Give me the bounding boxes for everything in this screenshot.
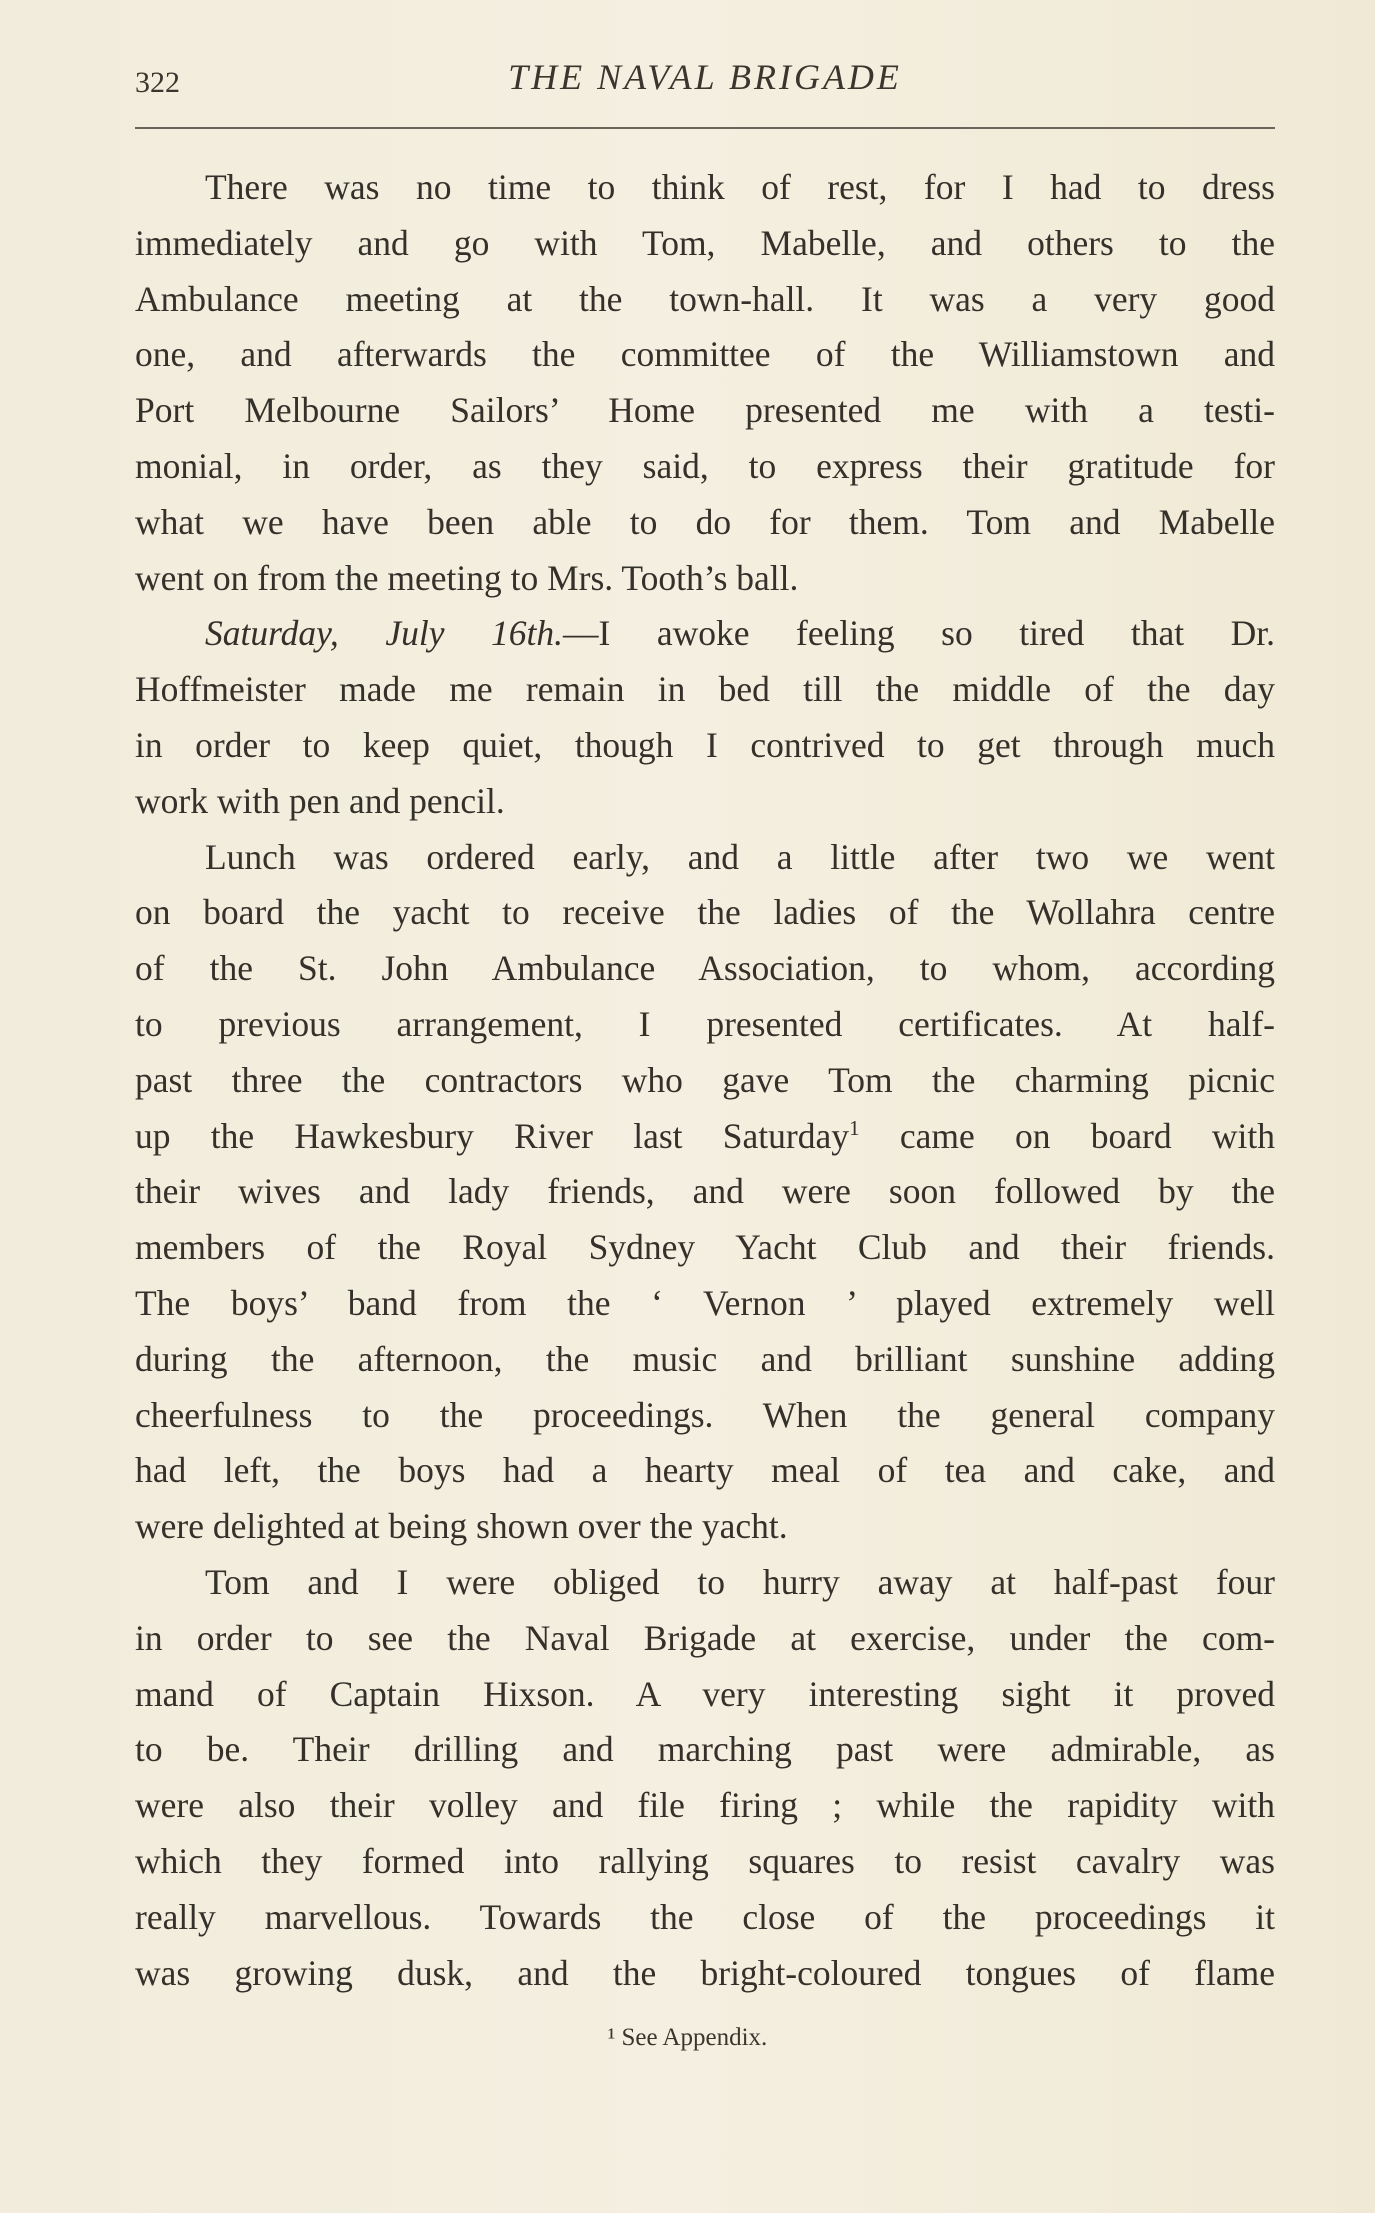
page-header xyxy=(135,52,1275,102)
running-title: THE NAVAL BRIGADE xyxy=(508,57,902,97)
text-line: There was no time to think of rest, for I had to dress xyxy=(205,167,1275,207)
text-line: Ambulance meeting at the town-hall. It was a very good xyxy=(135,278,1275,319)
text-line: of the St. John Ambulance Association, to whom, according xyxy=(135,948,1275,989)
body-text xyxy=(135,160,1275,2001)
text-line: which they formed into rallying squares to resist cavalry was xyxy=(135,1840,1275,1881)
text-line: Hoffmeister made me remain in bed till the middle of the day xyxy=(135,669,1275,710)
text-line: to previous arrangement, I presented certificates. At half- xyxy=(135,1003,1275,1044)
footnote-reference: 1 xyxy=(848,1115,860,1140)
text-line: were also their volley and file firing ; while the rapidity with xyxy=(135,1785,1275,1826)
text-line-with-footnote-ref xyxy=(135,1109,1275,1165)
text-line: on board the yacht to receive the ladies of the Wollahra centre xyxy=(135,892,1275,933)
text-line: mand of Captain Hixson. A very interesting sight it proved xyxy=(135,1673,1275,1714)
dateline: Saturday, July 16th. xyxy=(205,613,563,654)
text-line: one, and afterwards the committee of the Williamstown and xyxy=(135,334,1275,375)
text-line: had left, the boys had a hearty meal of tea and cake, and xyxy=(135,1450,1275,1491)
text-line: The boys’ band from the ‘ Vernon ’ played extremely well xyxy=(135,1282,1275,1323)
footnote: ¹ See Appendix. xyxy=(607,2024,768,2051)
text-line: Port Melbourne Sailors’ Home presented me with a testi- xyxy=(135,390,1275,431)
text-line: in order to keep quiet, though I contrived to get through much xyxy=(135,724,1275,765)
text-line: monial, in order, as they said, to express their gratitude for xyxy=(135,445,1275,486)
text-fragment: came on board with xyxy=(859,1115,1275,1156)
text-line: past three the contractors who gave Tom the charming picnic xyxy=(135,1059,1275,1100)
text-line: work with pen and pencil. xyxy=(135,780,505,821)
text-line-with-dateline xyxy=(135,606,1275,662)
text-fragment: —I awoke feeling so tired that Dr. xyxy=(562,613,1275,654)
text-line: their wives and lady friends, and were soon followed by the xyxy=(135,1171,1275,1212)
text-line: went on from the meeting to Mrs. Tooth’s ball. xyxy=(135,557,799,598)
text-line: Tom and I were obliged to hurry away at half-past four xyxy=(205,1561,1275,1602)
header-rule xyxy=(135,127,1275,129)
page-number: 322 xyxy=(135,66,180,99)
text-line: was growing dusk, and the bright-coloured tongues of flame xyxy=(135,1952,1275,1993)
text-line: what we have been able to do for them. Tom and Mabelle xyxy=(135,501,1275,542)
text-line: to be. Their drilling and marching past were admirable, as xyxy=(135,1729,1275,1770)
text-line: during the afternoon, the music and brilliant sunshine adding xyxy=(135,1338,1275,1379)
text-line: Lunch was ordered early, and a little after two we went xyxy=(205,836,1275,877)
text-line: cheerfulness to the proceedings. When the general company xyxy=(135,1394,1275,1435)
text-line: members of the Royal Sydney Yacht Club and their friends. xyxy=(135,1227,1275,1268)
text-line: really marvellous. Towards the close of the proceedings it xyxy=(135,1896,1275,1937)
text-line: in order to see the Naval Brigade at exercise, under the com- xyxy=(135,1617,1275,1658)
text-line: were delighted at being shown over the yacht. xyxy=(135,1506,788,1547)
text-line: immediately and go with Tom, Mabelle, and others to the xyxy=(135,222,1275,263)
text-fragment: up the Hawkesbury River last Saturday xyxy=(135,1115,849,1156)
